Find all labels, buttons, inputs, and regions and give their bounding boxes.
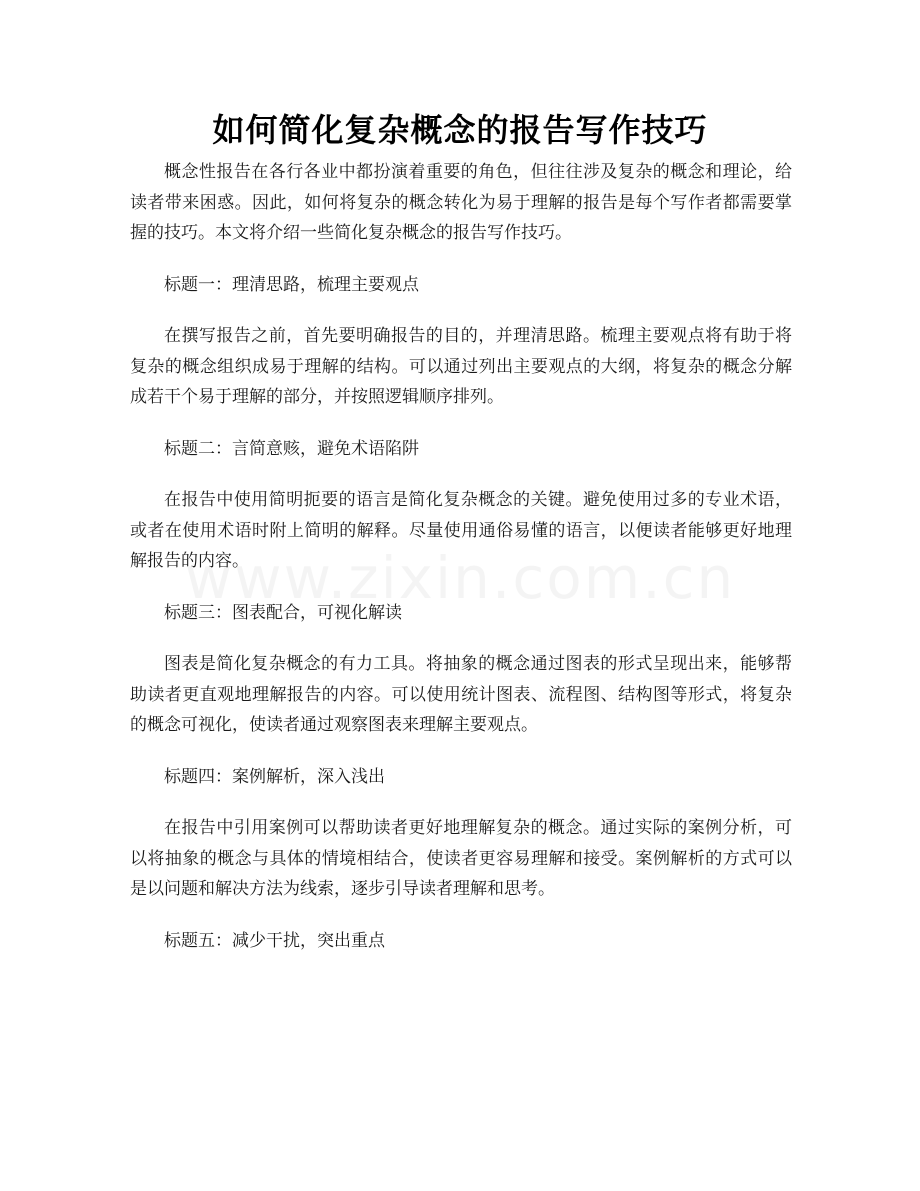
section-heading-4: 标题四：案例解析，深入浅出 [164,766,385,787]
section-body-4: 在报告中引用案例可以帮助读者更好地理解复杂的概念。通过实际的案例分析，可以将抽象的概念与具体的情境相结合，使读者更容易理解和接受。案例解析的方式可以是以问题和解决方法为线索，逐步引导读者理解和思考。 [130,818,792,899]
section-heading-3: 标题三：图表配合，可视化解读 [164,602,402,623]
section-heading-2: 标题二：言简意赅，避免术语陷阱 [164,438,419,459]
section-body-3: 图表是简化复杂概念的有力工具。将抽象的概念通过图表的形式呈现出来，能够帮助读者更直观地理解报告的内容。可以使用统计图表、流程图、结构图等形式，将复杂的概念可视化，使读者通过观察图表来理解主要观点。 [130,654,792,735]
intro-paragraph: 概念性报告在各行各业中都扮演着重要的角色，但往往涉及复杂的概念和理论，给读者带来困惑。因此，如何将复杂的概念转化为易于理解的报告是每个写作者都需要掌握的技巧。本文将介绍一些简化复杂概念的报告写作技巧。 [130,162,792,243]
section-body-1: 在撰写报告之前，首先要明确报告的目的，并理清思路。梳理主要观点将有助于将复杂的概念组织成易于理解的结构。可以通过列出主要观点的大纲，将复杂的概念分解成若干个易于理解的部分，并按照逻辑顺序排列。 [130,326,792,407]
section-heading-5: 标题五：减少干扰，突出重点 [164,930,385,951]
section-body-2: 在报告中使用简明扼要的语言是简化复杂概念的关键。避免使用过多的专业术语，或者在使用术语时附上简明的解释。尽量使用通俗易懂的语言，以便读者能够更好地理解报告的内容。 [130,490,792,571]
section-heading-1: 标题一：理清思路，梳理主要观点 [164,274,419,295]
document-title: 如何简化复杂概念的报告写作技巧 [212,111,708,149]
document-body [130,157,792,977]
